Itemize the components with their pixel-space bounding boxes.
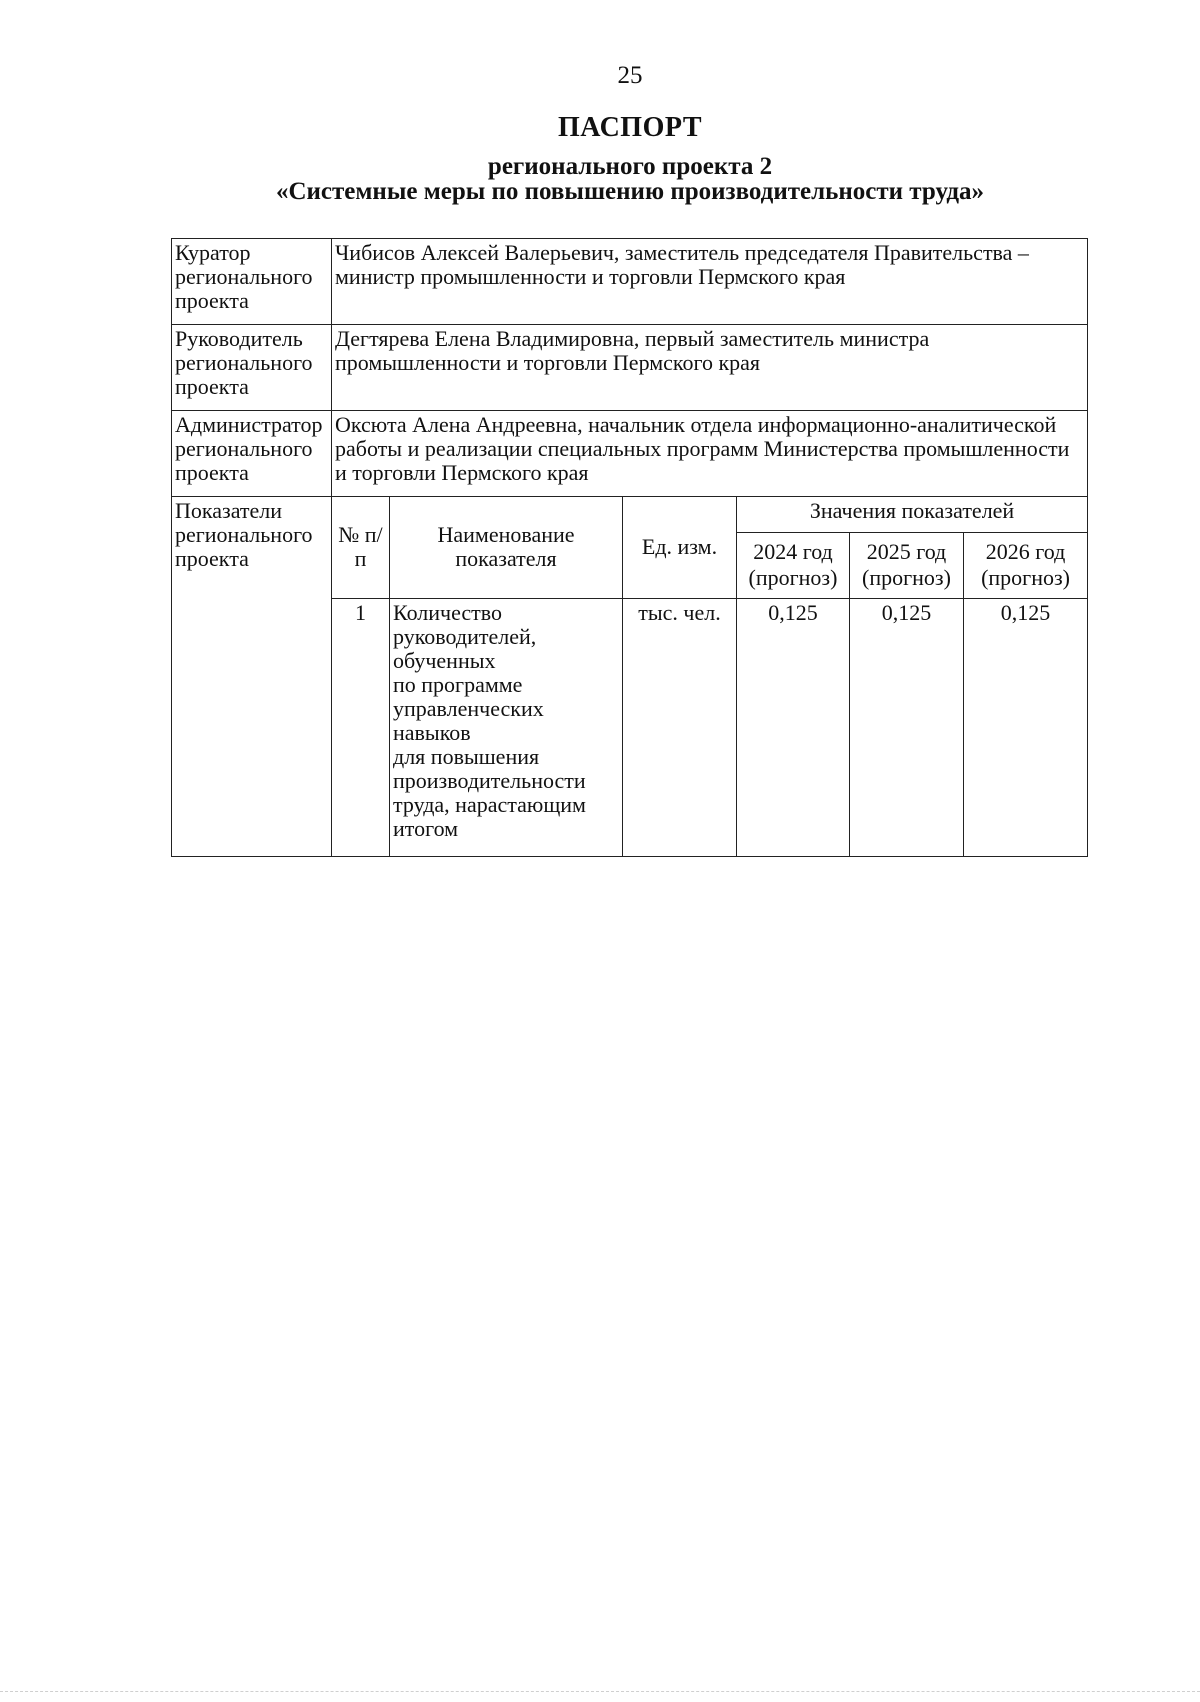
column-name-header: Наименование показателя (390, 497, 623, 599)
indicator-number: 1 (332, 599, 390, 857)
project-head-value: Дегтярева Елена Владимировна, первый заместитель министра промышленности и торговли Пермского края (332, 325, 1088, 411)
administrator-row (172, 411, 1088, 497)
page-number: 25 (617, 62, 643, 89)
year-header-2026: 2026 год (прогноз) (964, 533, 1088, 599)
indicators-header-row (172, 497, 1088, 533)
indicator-value-2024: 0,125 (737, 599, 850, 857)
indicator-value-2026: 0,125 (964, 599, 1088, 857)
scan-edge-line (0, 1691, 1200, 1692)
document-subtitle (0, 154, 1200, 204)
administrator-value: Оксюта Алена Андреевна, начальник отдела информационно-аналитической работы и реализации специальных программ Министерства промышленности и торговли Пермского края (332, 411, 1088, 497)
administrator-label: Администратор регионального проекта (172, 411, 332, 497)
indicator-value-2025: 0,125 (850, 599, 964, 857)
year-header-2024: 2024 год (прогноз) (737, 533, 850, 599)
curator-value: Чибисов Алексей Валерьевич, заместитель председателя Правительства – министр промышленности и торговли Пермского края (332, 239, 1088, 325)
indicators-label: Показатели регионального проекта (172, 497, 332, 857)
year-header-2025: 2025 год (прогноз) (850, 533, 964, 599)
column-values-header: Значения показателей (737, 497, 1088, 533)
project-head-label: Руководитель регионального проекта (172, 325, 332, 411)
indicator-name: Количество руководителей, обученных по программе управленческих навыков для повышения производительности труда, нарастающим итогом (390, 599, 623, 857)
curator-row (172, 239, 1088, 325)
passport-table (171, 238, 1088, 857)
column-number-header: № п/п (332, 497, 390, 599)
subtitle-line-1: регионального проекта 2 (487, 153, 773, 180)
indicator-unit: тыс. чел. (623, 599, 737, 857)
curator-label: Куратор регионального проекта (172, 239, 332, 325)
project-head-row (172, 325, 1088, 411)
subtitle-line-2: «Системные меры по повышению производительности труда» (275, 178, 985, 205)
document-title: ПАСПОРТ (557, 112, 702, 143)
column-unit-header: Ед. изм. (623, 497, 737, 599)
